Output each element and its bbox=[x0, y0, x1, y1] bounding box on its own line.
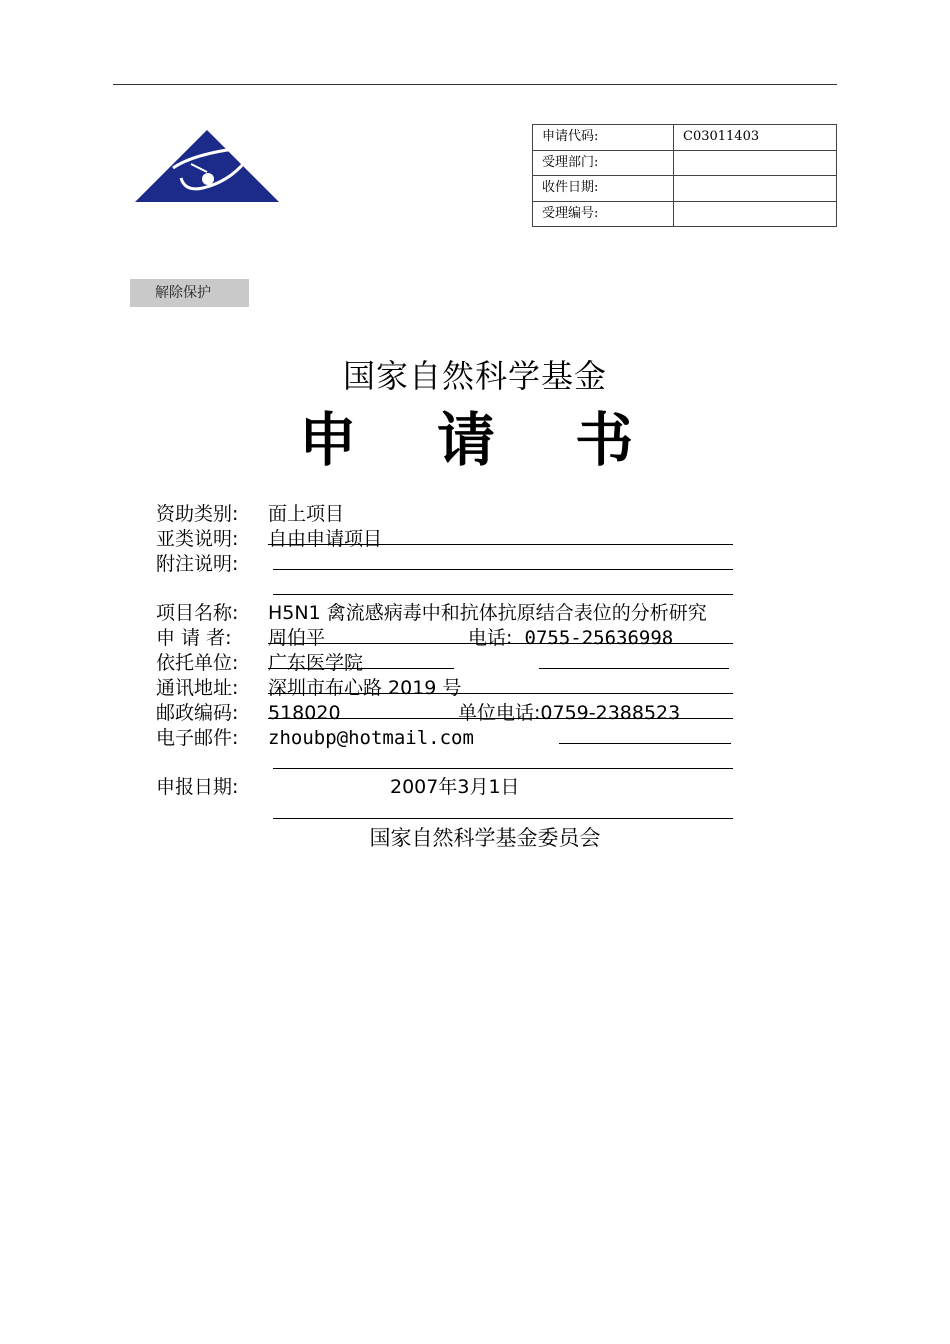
field-category bbox=[156, 502, 344, 526]
table-row bbox=[533, 125, 837, 151]
field-value: H5N1 禽流感病毒中和抗体抗原结合表位的分析研究 bbox=[268, 602, 707, 624]
field-label: 电话: bbox=[468, 627, 513, 649]
underline bbox=[268, 544, 733, 545]
table-label: 收件日期: bbox=[533, 176, 674, 202]
field-unit-phone bbox=[458, 701, 680, 725]
table-row bbox=[533, 150, 837, 176]
field-label: 申报日期: bbox=[156, 776, 239, 798]
field-email bbox=[156, 726, 474, 750]
field-value: 0755-25636998 bbox=[524, 627, 674, 649]
field-phone bbox=[468, 626, 673, 650]
underline bbox=[559, 743, 731, 744]
field-applicant bbox=[156, 626, 325, 650]
field-note bbox=[156, 552, 268, 576]
field-label: 资助类别: bbox=[156, 503, 239, 525]
underline bbox=[273, 594, 733, 595]
underline bbox=[273, 818, 733, 819]
field-subcategory bbox=[156, 527, 382, 551]
field-value: zhoubp@hotmail.com bbox=[268, 727, 474, 749]
table-value bbox=[674, 201, 837, 227]
field-label: 单位电话: bbox=[458, 702, 541, 724]
table-value bbox=[674, 150, 837, 176]
field-value: 深圳市布心路 2019 号 bbox=[268, 677, 462, 699]
field-institution bbox=[156, 651, 363, 675]
underline bbox=[268, 693, 733, 694]
table-row bbox=[533, 201, 837, 227]
field-label: 依托单位: bbox=[156, 652, 239, 674]
underline bbox=[268, 718, 733, 719]
underline bbox=[539, 668, 729, 669]
field-value: 面上项目 bbox=[268, 503, 345, 525]
underline bbox=[268, 643, 733, 644]
underline bbox=[273, 569, 733, 570]
table-value: C03011403 bbox=[674, 125, 837, 151]
page-subtitle: 申 请 书 bbox=[298, 406, 664, 474]
unprotect-button[interactable]: 解除保护 bbox=[130, 279, 249, 307]
table-value bbox=[674, 176, 837, 202]
field-value: 周伯平 bbox=[268, 627, 326, 649]
footer-org: 国家自然科学基金委员会 bbox=[369, 826, 601, 850]
field-label: 亚类说明: bbox=[156, 528, 239, 550]
top-rule bbox=[113, 84, 837, 85]
page-title: 国家自然科学基金 bbox=[342, 357, 607, 395]
submission-date: 2007年3月1日 bbox=[390, 776, 520, 798]
field-label: 项目名称: bbox=[156, 602, 239, 624]
table-label: 受理部门: bbox=[533, 150, 674, 176]
field-value: 自由申请项目 bbox=[268, 528, 383, 550]
field-date bbox=[156, 775, 268, 799]
field-value: 广东医学院 bbox=[268, 652, 364, 674]
field-label: 电子邮件: bbox=[156, 727, 239, 749]
field-label: 附注说明: bbox=[156, 553, 239, 575]
field-label: 通讯地址: bbox=[156, 677, 239, 699]
field-value: 518020 bbox=[268, 702, 341, 724]
admin-info-table bbox=[532, 124, 837, 227]
underline bbox=[268, 668, 454, 669]
field-label: 邮政编码: bbox=[156, 702, 239, 724]
nsfc-logo bbox=[133, 128, 281, 206]
underline bbox=[273, 768, 733, 769]
field-address bbox=[156, 676, 461, 700]
field-postcode bbox=[156, 701, 341, 725]
table-row bbox=[533, 176, 837, 202]
field-value: 0759-2388523 bbox=[540, 702, 681, 724]
table-label: 受理编号: bbox=[533, 201, 674, 227]
table-label: 申请代码: bbox=[533, 125, 674, 151]
field-label: 申 请 者: bbox=[156, 627, 232, 649]
field-project bbox=[156, 601, 707, 625]
